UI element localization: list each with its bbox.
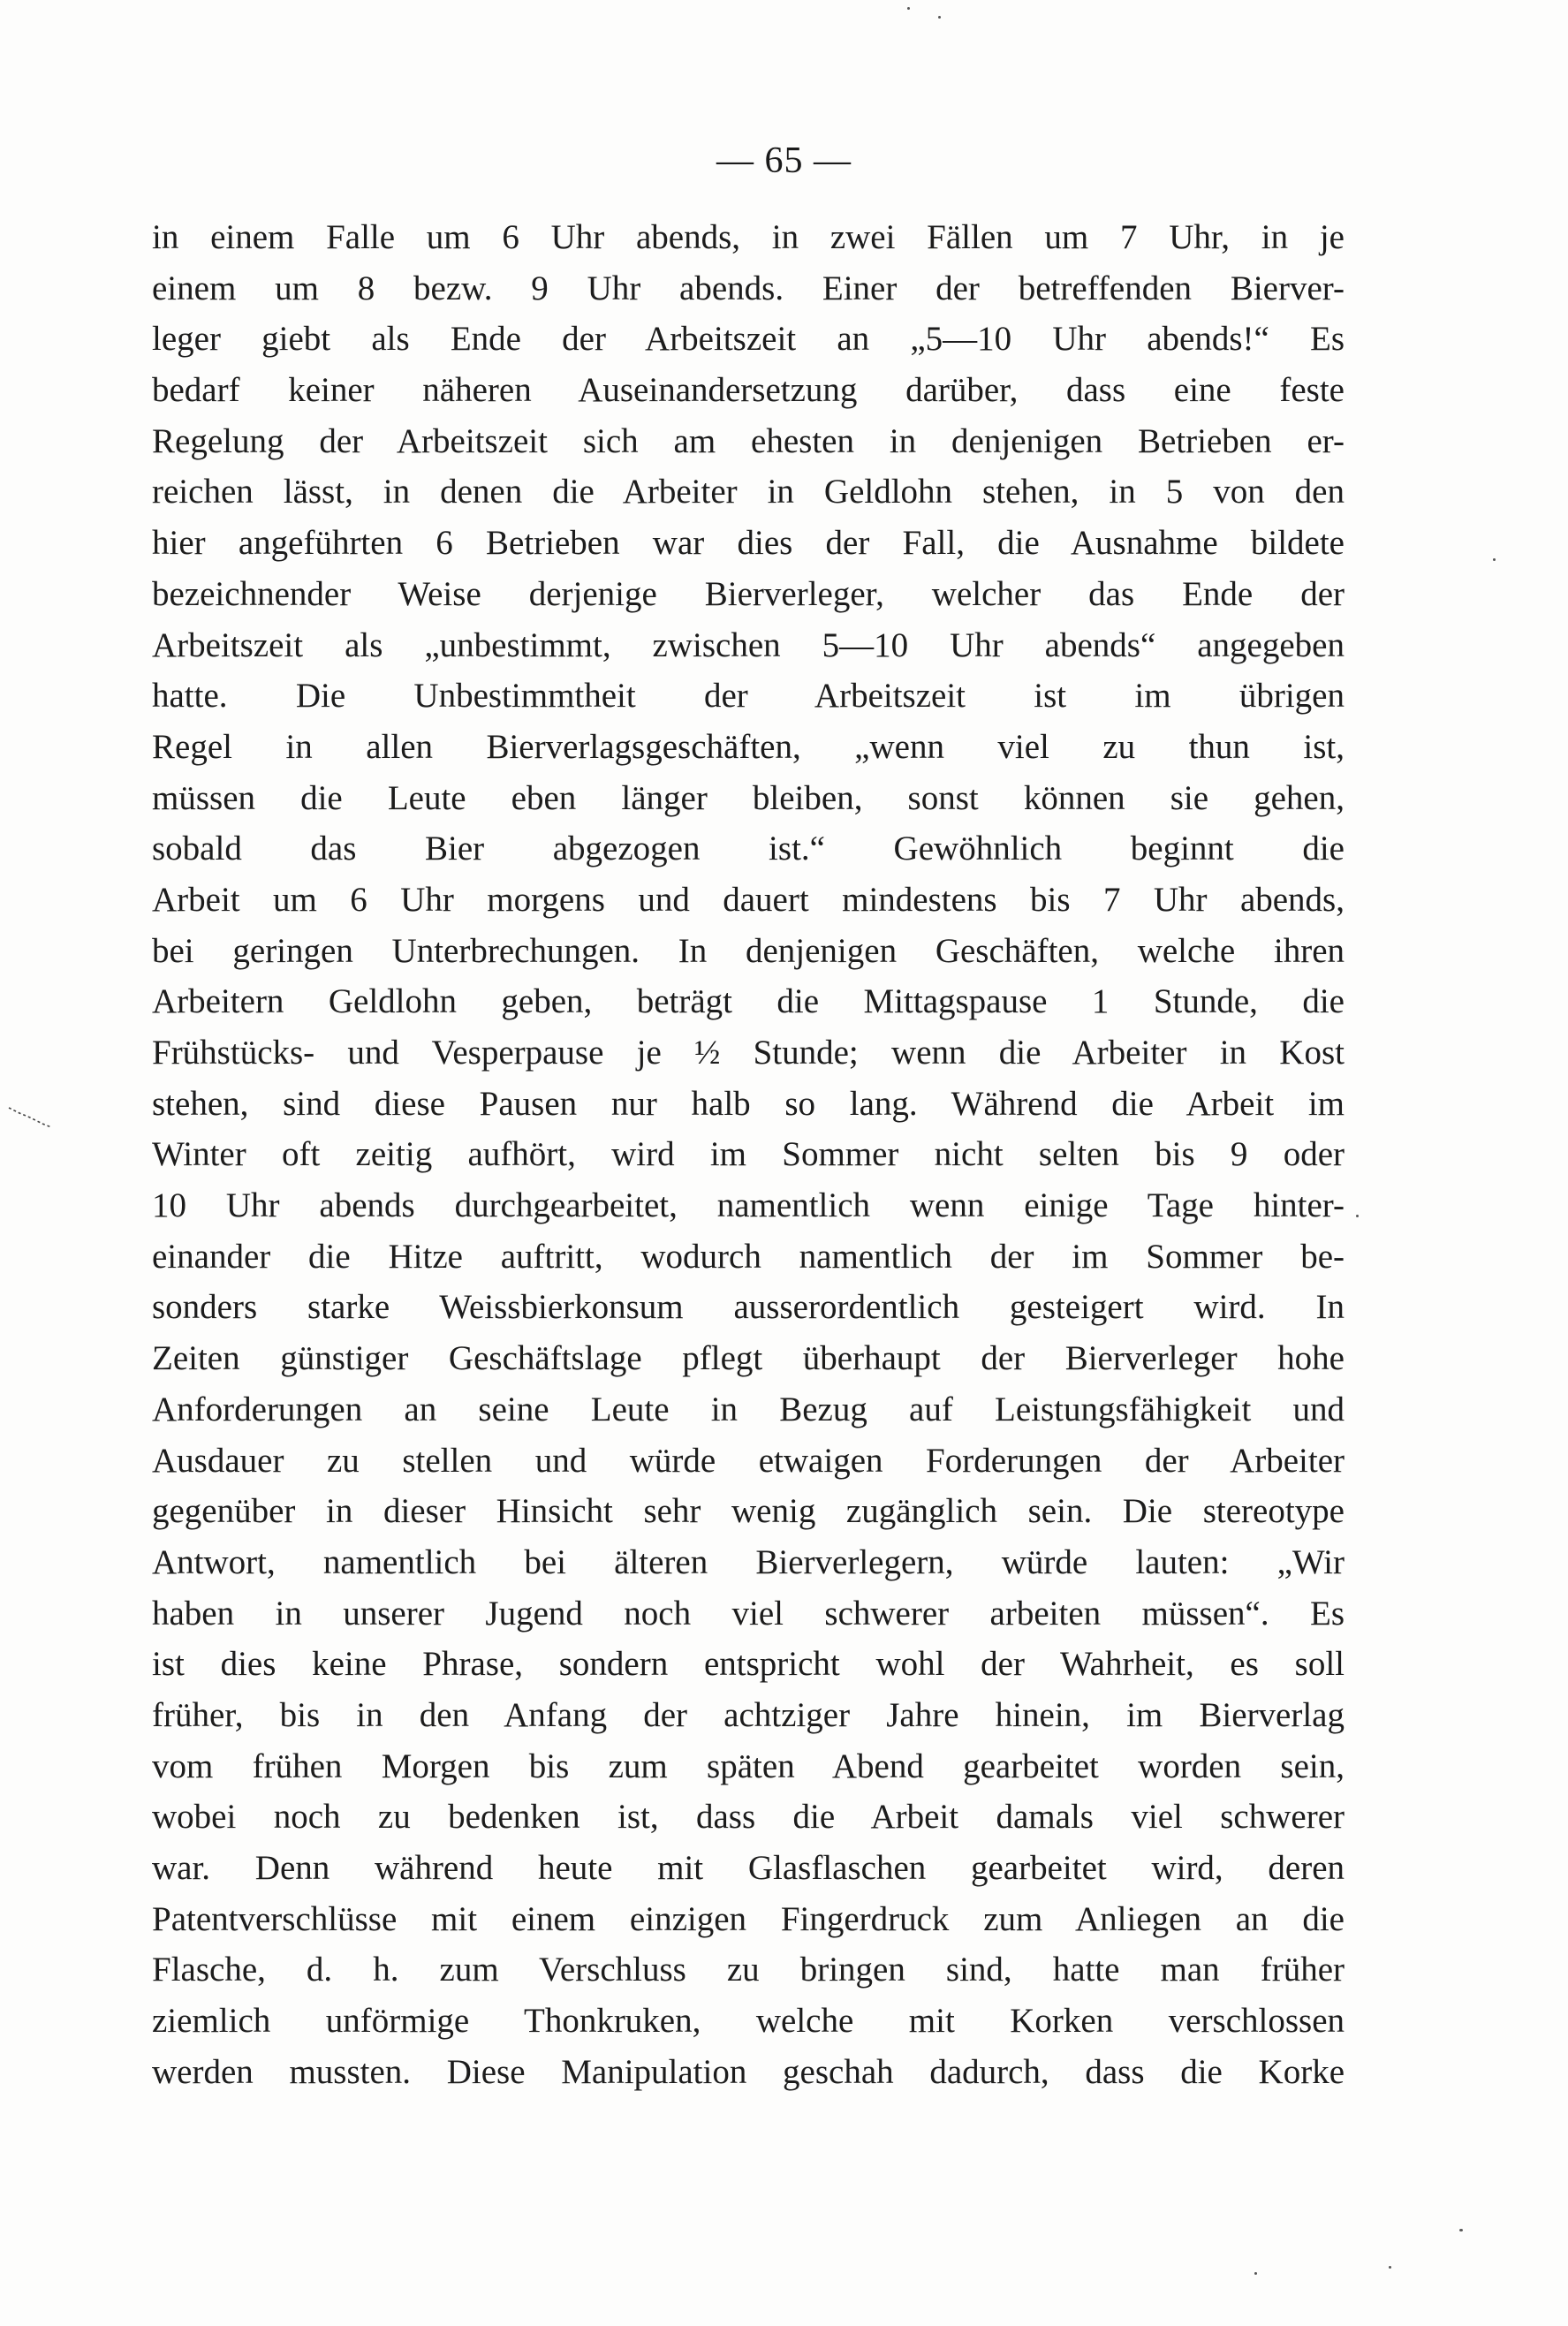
text-line: reichen lässt, in denen die Arbeiter in Geldlohn stehen, in 5 von den bbox=[152, 473, 1345, 511]
text-line: war. Denn während heute mit Glasflaschen gearbeitet wird, deren bbox=[152, 1849, 1345, 1887]
body-text bbox=[152, 212, 1345, 2097]
text-line: Frühstücks- und Vesperpause je ½ Stunde; wenn die Arbeiter in Kost bbox=[152, 1034, 1345, 1072]
text-line: vom frühen Morgen bis zum späten Abend gearbeitet worden sein, bbox=[152, 1746, 1345, 1785]
text-line: hatte. Die Unbestimmtheit der Arbeitszeit ist im übrigen bbox=[152, 677, 1345, 716]
text-line: 10 Uhr abends durchgearbeitet, namentlich wenn einige Tage hinter- bbox=[152, 1186, 1345, 1225]
text-line: Zeiten günstiger Geschäftslage pflegt überhaupt der Bierverleger hohe bbox=[152, 1339, 1345, 1378]
speck bbox=[1254, 2272, 1257, 2275]
text-line: wobei noch zu bedenken ist, dass die Arbeit damals viel schwerer bbox=[152, 1798, 1345, 1837]
text-line: einander die Hitze auftritt, wodurch namentlich der im Sommer be- bbox=[152, 1237, 1345, 1276]
text-line: müssen die Leute eben länger bleiben, sonst können sie gehen, bbox=[152, 778, 1345, 817]
margin-mark-icon bbox=[7, 1104, 53, 1129]
text-line: ist dies keine Phrase, sondern entspricht wohl der Wahrheit, es soll bbox=[152, 1645, 1345, 1684]
text-line: Regel in allen Bierverlagsgeschäften, „wenn viel zu thun ist, bbox=[152, 727, 1345, 766]
text-line: ziemlich unförmige Thonkruken, welche mit Korken verschlossen bbox=[152, 2002, 1345, 2041]
text-line: Flasche, d. h. zum Verschluss zu bringen sind, hatte man früher bbox=[152, 1951, 1345, 1989]
text-line: bedarf keiner näheren Auseinandersetzung darüber, dass eine feste bbox=[152, 371, 1345, 410]
speck bbox=[1493, 558, 1496, 561]
text-line: Arbeitszeit als „unbestimmt, zwischen 5—10 Uhr abends“ angegeben bbox=[152, 625, 1345, 664]
text-line: früher, bis in den Anfang der achtziger Jahre hinein, im Bierverlag bbox=[152, 1695, 1345, 1734]
text-line: Winter oft zeitig aufhört, wird im Sommer nicht selten bis 9 oder bbox=[152, 1135, 1345, 1174]
text-line: Anforderungen an seine Leute in Bezug auf Leistungsfähigkeit und bbox=[152, 1390, 1345, 1428]
speck bbox=[1459, 2229, 1463, 2231]
text-line: werden mussten. Diese Manipulation geschah dadurch, dass die Korke bbox=[152, 2052, 1345, 2091]
text-line: sonders starke Weissbierkonsum ausserordentlich gesteigert wird. In bbox=[152, 1288, 1345, 1327]
text-line: einem um 8 bezw. 9 Uhr abends. Einer der betreffenden Bierver- bbox=[152, 269, 1345, 307]
text-line: leger giebt als Ende der Arbeitszeit an „5—10 Uhr abends!“ Es bbox=[152, 320, 1345, 359]
text-line: hier angeführten 6 Betrieben war dies der Fall, die Ausnahme bildete bbox=[152, 524, 1345, 563]
text-line: Arbeit um 6 Uhr morgens und dauert mindestens bis 7 Uhr abends, bbox=[152, 880, 1345, 919]
speck bbox=[1389, 2266, 1391, 2269]
text-line: Ausdauer zu stellen und würde etwaigen Forderungen der Arbeiter bbox=[152, 1441, 1345, 1480]
text-line: Arbeitern Geldlohn geben, beträgt die Mittagspause 1 Stunde, die bbox=[152, 982, 1345, 1021]
text-line: haben in unserer Jugend noch viel schwerer arbeiten müssen“. Es bbox=[152, 1594, 1345, 1633]
page-number: — 65 — bbox=[716, 140, 852, 181]
text-line: sobald das Bier abgezogen ist.“ Gewöhnlich beginnt die bbox=[152, 830, 1345, 868]
text-line: stehen, sind diese Pausen nur halb so lang. Während die Arbeit im bbox=[152, 1084, 1345, 1123]
speck bbox=[938, 16, 941, 19]
text-line: gegenüber in dieser Hinsicht sehr wenig zugänglich sein. Die stereotype bbox=[152, 1492, 1345, 1531]
text-line: bei geringen Unterbrechungen. In denjenigen Geschäften, welche ihren bbox=[152, 931, 1345, 970]
text-line: bezeichnender Weise derjenige Bierverleger, welcher das Ende der bbox=[152, 574, 1345, 613]
text-line: in einem Falle um 6 Uhr abends, in zwei Fällen um 7 Uhr, in je bbox=[152, 218, 1345, 256]
speck bbox=[907, 7, 910, 10]
text-line: Patentverschlüsse mit einem einzigen Fingerdruck zum Anliegen an die bbox=[152, 1899, 1345, 1938]
speck bbox=[1356, 1215, 1359, 1217]
text-line: Regelung der Arbeitszeit sich am ehesten in denjenigen Betrieben er- bbox=[152, 421, 1345, 460]
text-line: Antwort, namentlich bei älteren Bierverlegern, würde lauten: „Wir bbox=[152, 1542, 1345, 1581]
